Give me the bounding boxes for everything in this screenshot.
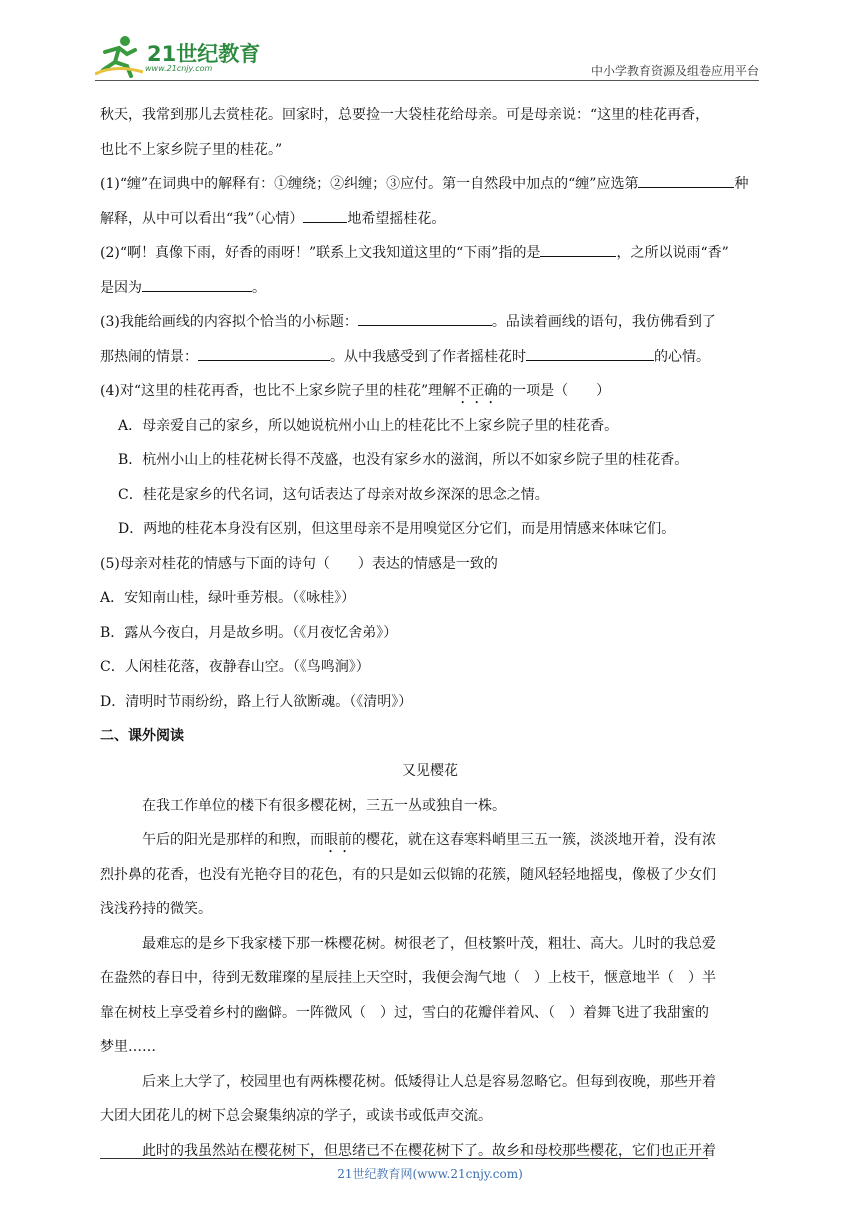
answer-blank[interactable] <box>142 277 252 292</box>
dotted-emphasis: 眼前 <box>324 832 352 848</box>
passage-line: 浅浅矜持的微笑。 <box>100 901 212 917</box>
question-4 <box>100 374 760 409</box>
option-item[interactable]: A．安知南山桂，绿叶垂芳根。（《咏桂》） <box>100 590 356 606</box>
passage-text: 的樱花，就在这春寒料峭里三五一簇，淡淡地开着，没有浓 <box>352 832 716 848</box>
passage-title: 又见樱花 <box>402 762 458 779</box>
question-text: (2)“啊！真像下雨，好香的雨呀！”联系上文我知道这里的“下雨”指的是 <box>100 245 541 261</box>
question-text: 地希望摇桂花。 <box>347 210 446 227</box>
passage-line <box>100 823 760 858</box>
question-3 <box>100 340 760 375</box>
logo <box>95 34 265 78</box>
question-2 <box>100 236 760 271</box>
question-text: 解释，从中可以看出“我”（心情） <box>100 210 304 227</box>
question-text: (3)我能给画线的内容拟个恰当的小标题： <box>100 314 358 330</box>
logo-text: 21世纪教育 <box>147 42 261 66</box>
runner-logo-icon <box>95 34 145 78</box>
question-3 <box>100 305 760 340</box>
option-item[interactable]: D．清明时节雨纷纷，路上行人欲断魂。（《清明》） <box>100 693 413 710</box>
intro-line: 也比不上家乡院子里的桂花。” <box>100 141 283 158</box>
footer-divider <box>100 1158 708 1159</box>
option-item[interactable]: C．人闲桂花落，夜静春山空。（《鸟鸣涧》） <box>100 659 370 675</box>
question-5: (5)母亲对桂花的情感与下面的诗句（ ）表达的情感是一致的 <box>100 555 498 572</box>
question-text: 是因为 <box>100 279 142 296</box>
answer-blank[interactable] <box>303 208 347 223</box>
intro-line: 秋天，我常到那儿去赏桂花。回家时，总要捡一大袋桂花给母亲。可是母亲说：“这里的桂花再香， <box>100 107 710 123</box>
answer-blank[interactable] <box>540 242 616 257</box>
option-item[interactable]: A．母亲爱自己的家乡，所以她说杭州小山上的桂花比不上家乡院子里的桂花香。 <box>118 417 619 434</box>
passage-text: 故乡和母校那些樱花，它们也正开着 <box>492 1142 716 1159</box>
answer-blank[interactable] <box>358 311 492 326</box>
question-text: ，之所以说雨“香” <box>616 245 729 261</box>
page-footer[interactable]: 21世纪教育网(www.21cnjy.com) <box>337 1167 523 1181</box>
logo-url: www.21cnjy.com <box>145 64 213 73</box>
question-text: (4)对“这里的桂花再香，也比不上家乡院子里的桂花”理解 <box>100 383 457 399</box>
option-item[interactable]: B．杭州小山上的桂花树长得不茂盛，也没有家乡水的滋润，所以不如家乡院子里的桂花香。 <box>118 452 689 468</box>
passage-line: 后来上大学了，校园里也有两株樱花树。低矮得让人总是容易忽略它。但每到夜晚，那些开着 <box>142 1073 716 1090</box>
document-body <box>100 98 760 1168</box>
passage-line: 烈扑鼻的花香，也没有光艳夺目的花色，有的只是如云似锦的花簇，随风轻轻地摇曳，像极了少女们 <box>100 866 716 883</box>
question-text: 。品读着画线的语句，我仿佛看到了 <box>491 314 716 330</box>
question-text: (1)“缠”在词典中的解释有：①缠绕；②纠缠；③应付。第一自然段中加点的“缠”应选第 <box>100 176 639 192</box>
page-header <box>95 34 759 80</box>
passage-line: 靠在树枝上享受着乡村的幽僻。一阵微风（ ）过，雪白的花瓣伴着风、（ ）着舞飞进了我甜蜜的 <box>100 1004 709 1021</box>
answer-blank[interactable] <box>638 173 734 188</box>
question-text: 。从中我感受到了作者摇桂花时 <box>330 348 526 365</box>
question-text: 的一项是（ ） <box>498 383 611 399</box>
question-text: 的心情。 <box>654 348 710 365</box>
passage-line: 最难忘的是乡下我家楼下那一株樱花树。树很老了，但枝繁叶茂，粗壮、高大。儿时的我总爱 <box>142 935 716 952</box>
option-item[interactable]: C．桂花是家乡的代名词，这句话表达了母亲对故乡深深的思念之情。 <box>118 486 549 503</box>
question-text: 种 <box>734 176 749 192</box>
passage-line: 在我工作单位的楼下有很多樱花树，三五一丛或独自一株。 <box>142 797 506 814</box>
header-divider <box>95 80 759 81</box>
option-item[interactable]: B．露从今夜白，月是故乡明。（《月夜忆舍弟》） <box>100 624 398 641</box>
question-1 <box>100 167 760 202</box>
section-heading: 二、课外阅读 <box>100 728 184 744</box>
passage-line: 大团大团花儿的树下总会聚集纳凉的学子，或读书或低声交流。 <box>100 1108 492 1124</box>
question-1 <box>100 202 760 237</box>
question-text: 那热闹的情景： <box>100 348 198 365</box>
passage-line: 梦里…… <box>100 1039 156 1055</box>
underlined-sentence: 此时的我虽然站在樱花树下，但思绪已不在樱花树下了。 <box>142 1142 492 1159</box>
answer-blank[interactable] <box>198 346 330 361</box>
question-text: 。 <box>252 279 266 296</box>
answer-blank[interactable] <box>526 346 654 361</box>
passage-line: 在盎然的春日中，待到无数璀璨的星辰挂上天空时，我便会淘气地（ ）上枝干，惬意地半（ ）半 <box>100 970 716 986</box>
platform-name: 中小学教育资源及组卷应用平台 <box>590 64 759 78</box>
dotted-emphasis: 不正确 <box>456 383 499 399</box>
option-item[interactable]: D．两地的桂花本身没有区别，但这里母亲不是用嗅觉区分它们，而是用情感来体味它们。 <box>118 521 676 537</box>
passage-line <box>100 1134 760 1169</box>
question-2 <box>100 271 760 306</box>
passage-text: 午后的阳光是那样的和煦，而 <box>142 832 324 848</box>
